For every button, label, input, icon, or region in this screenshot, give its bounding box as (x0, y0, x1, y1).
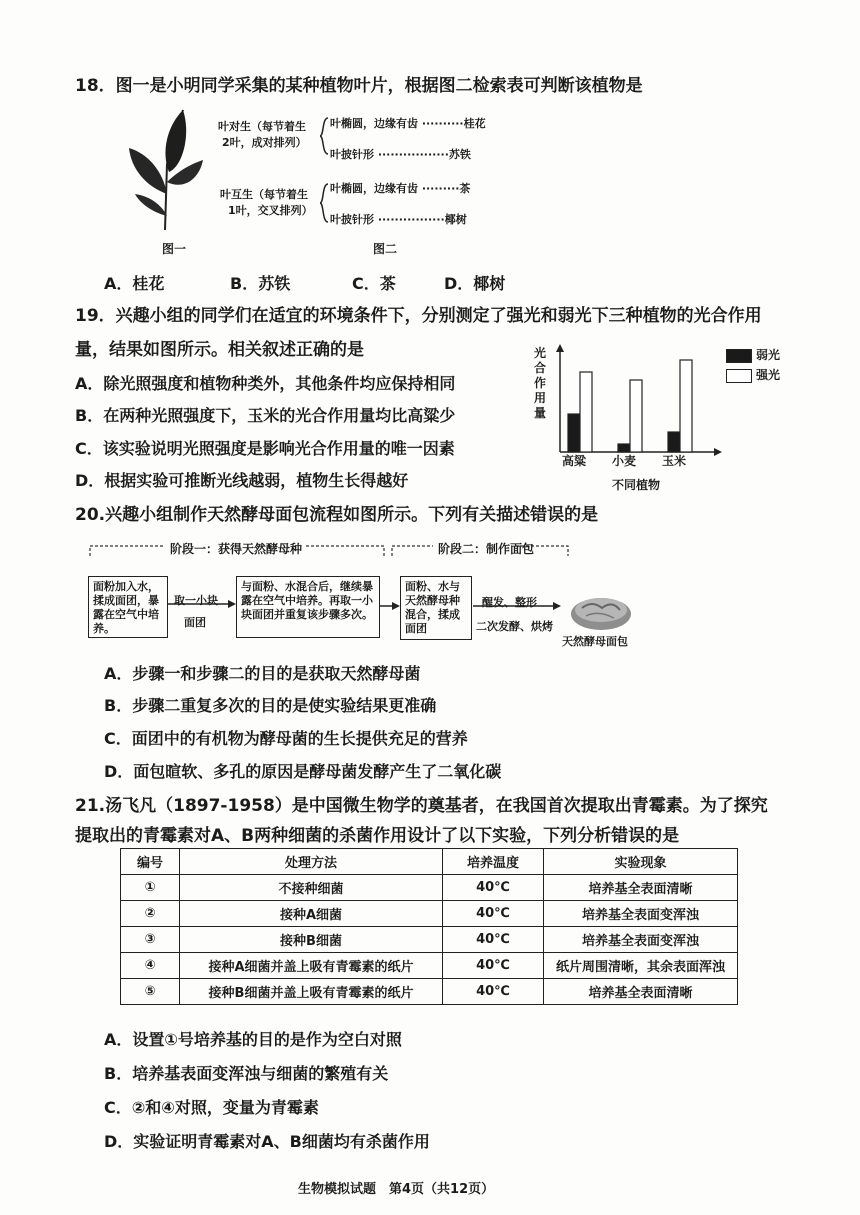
header-number: 编号 (121, 849, 180, 875)
q18-option-d[interactable]: D．椰树 (444, 274, 506, 293)
leaf-figure (125, 104, 205, 232)
q20-option-b[interactable]: B．步骤二重复多次的目的是使实验结果更准确 (104, 696, 437, 715)
legend-strong-swatch (726, 369, 752, 383)
q19-option-d[interactable]: D．根据实验可推断光线越弱，植物生长得越好 (75, 471, 409, 490)
row-temperature: 40℃ (443, 927, 544, 953)
key-branch1-opt2: 叶披针形 ·················苏铁 (330, 148, 471, 161)
key-brace-1 (318, 116, 330, 156)
table-row (121, 927, 738, 953)
flow-arrow1-label-b: 面团 (184, 616, 206, 629)
row-result: 培养基全表面变浑浊 (544, 927, 738, 953)
page-footer: 生物模拟试题 第4页（共12页） (298, 1182, 495, 1197)
row-result: 培养基全表面清晰 (544, 979, 738, 1005)
bar-玉米-弱光 (668, 432, 680, 452)
flow-arrow2-label: 醒发、整形 (482, 596, 537, 609)
row-method: 不接种细菌 (180, 875, 443, 901)
fig1-caption: 图一 (162, 242, 187, 256)
bar-高粱-弱光 (568, 414, 580, 452)
legend-weak-label: 弱光 (756, 348, 781, 362)
bar-chart (552, 344, 722, 464)
q21-stem-line1: 21.汤飞凡（1897-1958）是中国微生物学的奠基者，在我国首次提取出青霉素。为了探究 (75, 796, 768, 816)
row-method: 接种A细菌 (180, 901, 443, 927)
key-brace-2 (318, 182, 330, 224)
flow-step1-box: 面粉加入水，揉成面团，暴露在空气中培养。 (88, 576, 168, 638)
table-row (121, 875, 738, 901)
key-branch1-opt1: 叶椭圆，边缘有齿 ··········桂花 (330, 117, 486, 130)
flow-step2-box: 与面粉、水混合后，继续暴露在空气中培养。再取一小块面团并重复该步骤多次。 (236, 576, 380, 638)
legend-strong-label: 强光 (756, 368, 781, 382)
key-branch1b: 2叶，成对排列） (222, 136, 307, 149)
x-axis-arrow (714, 448, 722, 456)
header-method: 处理方法 (180, 849, 443, 875)
y-axis-arrow (556, 344, 564, 352)
row-result: 培养基全表面变浑浊 (544, 901, 738, 927)
row-temperature: 40℃ (443, 875, 544, 901)
q19-option-c[interactable]: C．该实验说明光照强度是影响光合作用量的唯一因素 (75, 439, 455, 458)
legend-weak-swatch (726, 349, 752, 363)
flow-arrow1-label: 取一小块 (174, 594, 218, 607)
q21-option-d[interactable]: D．实验证明青霉素对A、B细菌均有杀菌作用 (104, 1132, 430, 1151)
q21-option-c[interactable]: C．②和④对照，变量为青霉素 (104, 1098, 319, 1117)
q19-stem-line1: 19．兴趣小组的同学们在适宜的环境条件下，分别测定了强光和弱光下三种植物的光合作用 (75, 306, 762, 326)
row-number: ④ (121, 953, 180, 979)
row-result: 培养基全表面清晰 (544, 875, 738, 901)
bar-小麦-强光 (630, 380, 642, 452)
q20-option-d[interactable]: D．面包暄软、多孔的原因是酵母菌发酵产生了二氧化碳 (104, 762, 502, 781)
bar-高粱-强光 (580, 372, 592, 452)
q18-stem: 18．图一是小明同学采集的某种植物叶片，根据图二检索表可判断该植物是 (75, 76, 643, 96)
bread-label: 天然酵母面包 (562, 635, 628, 648)
q19-option-a[interactable]: A．除光照强度和植物种类外，其他条件均应保持相同 (75, 374, 456, 393)
bar-玉米-强光 (680, 360, 692, 452)
row-temperature: 40℃ (443, 953, 544, 979)
row-number: ⑤ (121, 979, 180, 1005)
q20-option-a[interactable]: A．步骤一和步骤二的目的是获取天然酵母菌 (104, 664, 421, 683)
q21-option-a[interactable]: A．设置①号培养基的目的是作为空白对照 (104, 1030, 402, 1049)
key-branch2b: 1叶，交叉排列） (228, 204, 313, 217)
key-branch2-opt1: 叶椭圆，边缘有齿 ·········茶 (330, 182, 471, 195)
row-temperature: 40℃ (443, 979, 544, 1005)
q19-option-b[interactable]: B．在两种光照强度下，玉米的光合作用量均比高粱少 (75, 406, 456, 425)
row-method: 接种B细菌并盖上吸有青霉素的纸片 (180, 979, 443, 1005)
x-tick-label: 小麦 (612, 454, 637, 468)
q19-stem-line2: 量，结果如图所示。相关叙述正确的是 (75, 340, 364, 360)
chart-xlabel: 不同植物 (612, 478, 661, 492)
row-number: ② (121, 901, 180, 927)
table-row (121, 901, 738, 927)
q20-option-c[interactable]: C．面团中的有机物为酵母菌的生长提供充足的营养 (104, 729, 468, 748)
q18-option-b[interactable]: B．苏铁 (230, 274, 291, 293)
header-result: 实验现象 (544, 849, 738, 875)
flow-arrow2-label-b: 二次发酵、烘烤 (476, 620, 553, 633)
q21-option-b[interactable]: B．培养基表面变浑浊与细菌的繁殖有关 (104, 1064, 389, 1083)
legend-strong (726, 366, 780, 383)
row-result: 纸片周围清晰，其余表面浑浊 (544, 953, 738, 979)
key-branch2: 叶互生（每节着生 (220, 188, 308, 201)
row-number: ③ (121, 927, 180, 953)
key-branch2-opt2: 叶披针形 ················椰树 (330, 213, 467, 226)
x-tick-label: 高粱 (562, 454, 587, 468)
table-header-row (121, 849, 738, 875)
x-tick-label: 玉米 (662, 454, 687, 468)
header-temperature: 培养温度 (443, 849, 544, 875)
q21-stem-line2: 提取出的青霉素对A、B两种细菌的杀菌作用设计了以下实验，下列分析错误的是 (75, 826, 680, 846)
experiment-table (120, 848, 738, 1005)
chart-ylabel: 光合作用量 (534, 346, 547, 420)
stage2-label: 阶段二：制作面包 (438, 542, 535, 556)
stage1-label: 阶段一：获得天然酵母种 (170, 542, 303, 556)
fig2-caption: 图二 (373, 242, 398, 256)
bar-小麦-弱光 (618, 444, 630, 452)
bread-image (568, 592, 634, 632)
row-method: 接种B细菌 (180, 927, 443, 953)
legend-weak (726, 346, 780, 363)
row-method: 接种A细菌并盖上吸有青霉素的纸片 (180, 953, 443, 979)
q18-option-c[interactable]: C．茶 (352, 274, 396, 293)
row-temperature: 40℃ (443, 901, 544, 927)
table-row (121, 953, 738, 979)
q18-option-a[interactable]: A．桂花 (104, 274, 165, 293)
table-row (121, 979, 738, 1005)
q20-stem: 20.兴趣小组制作天然酵母面包流程如图所示。下列有关描述错误的是 (75, 505, 599, 525)
key-branch1: 叶对生（每节着生 (218, 120, 306, 133)
flow-step3-box: 面粉、水与天然酵母种混合，揉成面团 (400, 576, 472, 640)
row-number: ① (121, 875, 180, 901)
